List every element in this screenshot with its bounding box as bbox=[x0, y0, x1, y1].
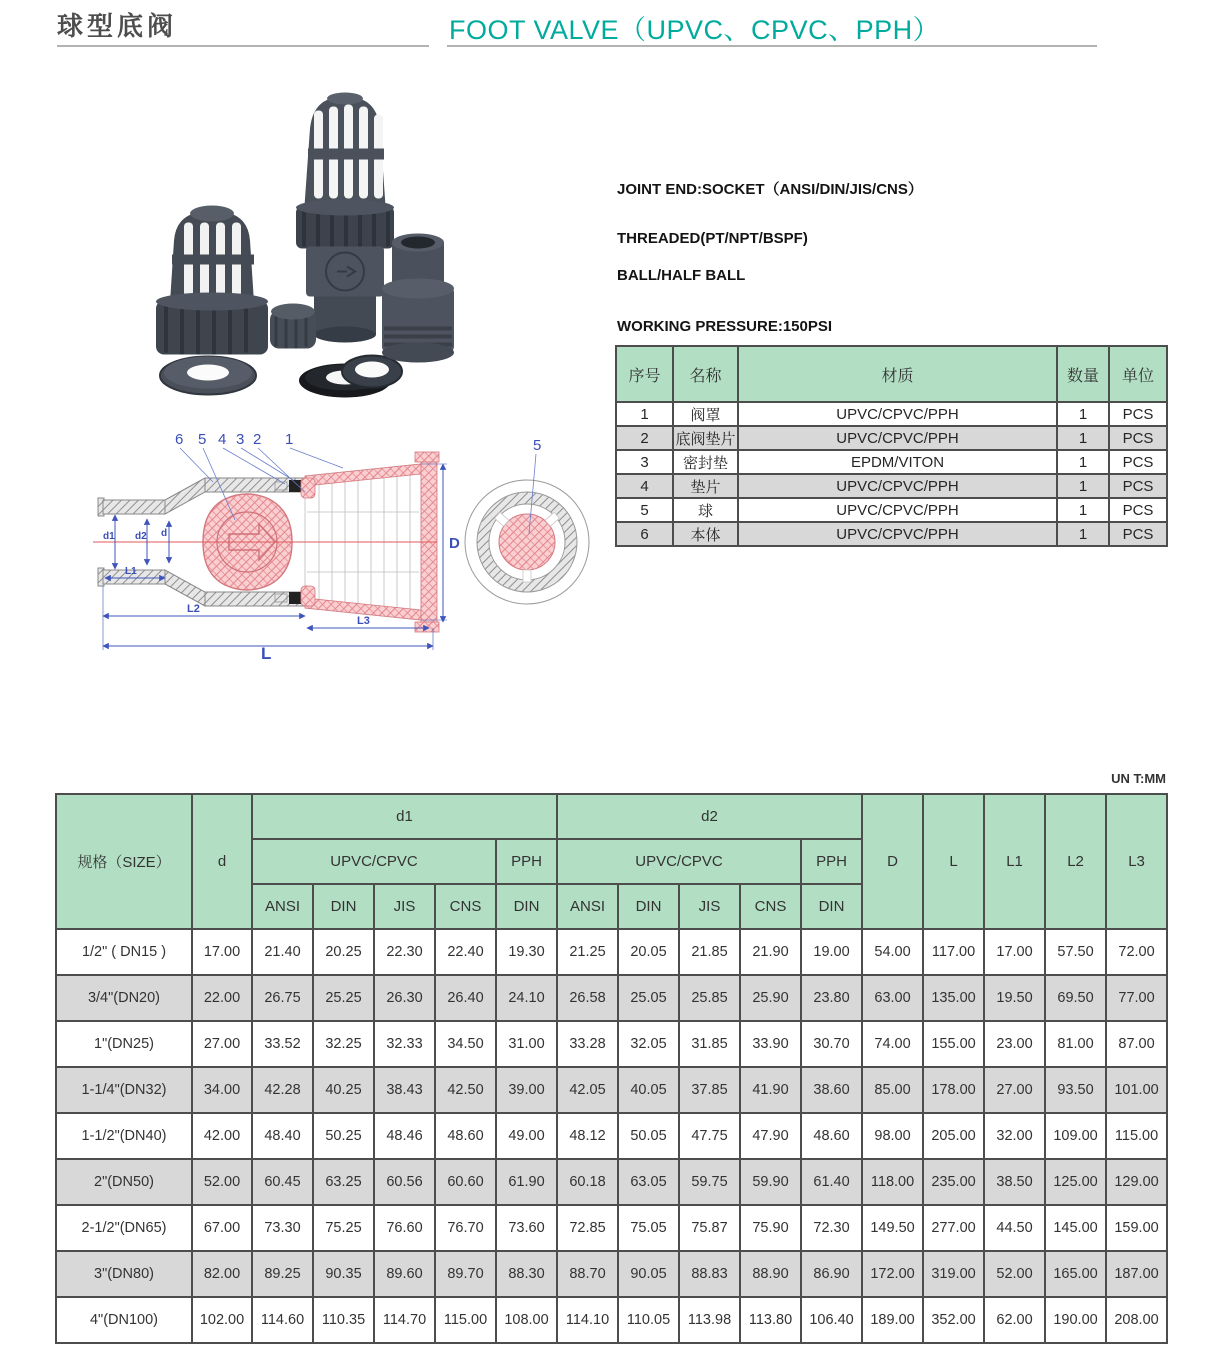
dim-L1: L1 bbox=[125, 566, 137, 577]
spec-value-cell: 60.45 bbox=[252, 1159, 313, 1205]
spec-value-cell: 38.60 bbox=[801, 1067, 862, 1113]
spec-col-d1-jis: JIS bbox=[374, 884, 435, 929]
spec-value-cell: 62.00 bbox=[984, 1297, 1045, 1343]
spec-value-cell: 61.90 bbox=[496, 1159, 557, 1205]
callout-2: 2 bbox=[253, 431, 262, 448]
spec-col-d1-din: DIN bbox=[313, 884, 374, 929]
parts-cell: 1 bbox=[616, 402, 673, 426]
spec-value-cell: 113.80 bbox=[740, 1297, 801, 1343]
spec-group-d2-upvc: UPVC/CPVC bbox=[557, 839, 801, 884]
spec-group-d2: d2 bbox=[557, 794, 862, 839]
parts-col-qty: 数量 bbox=[1057, 346, 1109, 402]
spec-value-cell: 34.50 bbox=[435, 1021, 496, 1067]
spec-value-cell: 42.00 bbox=[192, 1113, 252, 1159]
spec-value-cell: 75.05 bbox=[618, 1205, 679, 1251]
spec-row bbox=[56, 975, 1167, 1021]
spec-value-cell: 114.70 bbox=[374, 1297, 435, 1343]
spec-value-cell: 39.00 bbox=[496, 1067, 557, 1113]
spec-value-cell: 190.00 bbox=[1045, 1297, 1106, 1343]
unit-note: UN T:MM bbox=[1111, 771, 1166, 786]
spec-value-cell: 38.43 bbox=[374, 1067, 435, 1113]
spec-value-cell: 88.83 bbox=[679, 1251, 740, 1297]
spec-value-cell: 42.05 bbox=[557, 1067, 618, 1113]
spec-value-cell: 72.85 bbox=[557, 1205, 618, 1251]
parts-row bbox=[616, 498, 1167, 522]
spec-value-cell: 57.50 bbox=[1045, 929, 1106, 975]
parts-cell: PCS bbox=[1109, 522, 1167, 546]
spec-value-cell: 155.00 bbox=[923, 1021, 984, 1067]
spec-value-cell: 21.85 bbox=[679, 929, 740, 975]
spec-row bbox=[56, 1205, 1167, 1251]
spec-value-cell: 63.00 bbox=[862, 975, 923, 1021]
spec-value-cell: 145.00 bbox=[1045, 1205, 1106, 1251]
spec-value-cell: 48.12 bbox=[557, 1113, 618, 1159]
spec-col-d2-din: DIN bbox=[618, 884, 679, 929]
spec-value-cell: 42.50 bbox=[435, 1067, 496, 1113]
spec-table bbox=[55, 793, 1168, 1344]
spec-value-cell: 115.00 bbox=[1106, 1113, 1167, 1159]
spec-col-L1: L1 bbox=[984, 794, 1045, 929]
parts-col-no: 序号 bbox=[616, 346, 673, 402]
spec-value-cell: 118.00 bbox=[862, 1159, 923, 1205]
spec-value-cell: 88.90 bbox=[740, 1251, 801, 1297]
feature-threaded: THREADED(PT/NPT/BSPF) bbox=[617, 230, 808, 247]
spec-value-cell: 319.00 bbox=[923, 1251, 984, 1297]
spec-value-cell: 125.00 bbox=[1045, 1159, 1106, 1205]
page-title-zh: 球型底阀 bbox=[57, 11, 178, 41]
callout-6: 6 bbox=[175, 431, 184, 448]
spec-value-cell: 81.00 bbox=[1045, 1021, 1106, 1067]
spec-value-cell: 21.90 bbox=[740, 929, 801, 975]
spec-value-cell: 26.58 bbox=[557, 975, 618, 1021]
cross-section-drawing bbox=[85, 422, 615, 662]
technical-diagram bbox=[85, 422, 615, 662]
spec-value-cell: 34.00 bbox=[192, 1067, 252, 1113]
parts-cell: 1 bbox=[1057, 426, 1109, 450]
dim-L2: L2 bbox=[187, 603, 200, 615]
spec-value-cell: 129.00 bbox=[1106, 1159, 1167, 1205]
feature-ball: BALL/HALF BALL bbox=[617, 267, 746, 284]
spec-col-d2-pph-din: DIN bbox=[801, 884, 862, 929]
spec-value-cell: 59.90 bbox=[740, 1159, 801, 1205]
spec-value-cell: 87.00 bbox=[1106, 1021, 1167, 1067]
spec-value-cell: 69.50 bbox=[1045, 975, 1106, 1021]
spec-value-cell: 25.90 bbox=[740, 975, 801, 1021]
parts-row bbox=[616, 426, 1167, 450]
parts-row bbox=[616, 450, 1167, 474]
photo-center-valve bbox=[296, 93, 394, 398]
spec-size-cell: 3"(DN80) bbox=[56, 1251, 192, 1297]
spec-value-cell: 73.30 bbox=[252, 1205, 313, 1251]
spec-value-cell: 41.90 bbox=[740, 1067, 801, 1113]
parts-col-material: 材质 bbox=[738, 346, 1057, 402]
parts-cell: UPVC/CPVC/PPH bbox=[738, 426, 1057, 450]
spec-value-cell: 76.60 bbox=[374, 1205, 435, 1251]
spec-value-cell: 75.87 bbox=[679, 1205, 740, 1251]
parts-cell: 底阀垫片 bbox=[673, 426, 738, 450]
spec-value-cell: 26.75 bbox=[252, 975, 313, 1021]
spec-col-d2-jis: JIS bbox=[679, 884, 740, 929]
spec-col-L3: L3 bbox=[1106, 794, 1167, 929]
spec-size-cell: 1-1/4"(DN32) bbox=[56, 1067, 192, 1113]
spec-value-cell: 26.40 bbox=[435, 975, 496, 1021]
spec-row bbox=[56, 1297, 1167, 1343]
spec-size-cell: 3/4"(DN20) bbox=[56, 975, 192, 1021]
spec-value-cell: 25.05 bbox=[618, 975, 679, 1021]
spec-value-cell: 75.25 bbox=[313, 1205, 374, 1251]
spec-col-d2-ansi: ANSI bbox=[557, 884, 618, 929]
spec-value-cell: 90.05 bbox=[618, 1251, 679, 1297]
parts-cell: 5 bbox=[616, 498, 673, 522]
parts-cell: 1 bbox=[1057, 450, 1109, 474]
parts-cell: PCS bbox=[1109, 474, 1167, 498]
title-divider-right bbox=[447, 45, 1097, 47]
spec-value-cell: 21.40 bbox=[252, 929, 313, 975]
spec-size-cell: 1/2" ( DN15 ) bbox=[56, 929, 192, 975]
spec-value-cell: 90.35 bbox=[313, 1251, 374, 1297]
spec-value-cell: 40.05 bbox=[618, 1067, 679, 1113]
spec-value-cell: 23.80 bbox=[801, 975, 862, 1021]
spec-value-cell: 88.30 bbox=[496, 1251, 557, 1297]
spec-value-cell: 86.90 bbox=[801, 1251, 862, 1297]
spec-value-cell: 17.00 bbox=[984, 929, 1045, 975]
parts-col-unit: 单位 bbox=[1109, 346, 1167, 402]
photo-cap bbox=[270, 304, 316, 349]
spec-group-d1-upvc: UPVC/CPVC bbox=[252, 839, 496, 884]
spec-col-d1-pph-din: DIN bbox=[496, 884, 557, 929]
spec-col-d: d bbox=[192, 794, 252, 929]
spec-value-cell: 49.00 bbox=[496, 1113, 557, 1159]
spec-row bbox=[56, 929, 1167, 975]
spec-value-cell: 50.25 bbox=[313, 1113, 374, 1159]
spec-value-cell: 63.05 bbox=[618, 1159, 679, 1205]
spec-group-d1-pph: PPH bbox=[496, 839, 557, 884]
spec-value-cell: 44.50 bbox=[984, 1205, 1045, 1251]
spec-value-cell: 74.00 bbox=[862, 1021, 923, 1067]
spec-col-D: D bbox=[862, 794, 923, 929]
spec-value-cell: 21.25 bbox=[557, 929, 618, 975]
spec-value-cell: 52.00 bbox=[984, 1251, 1045, 1297]
dim-d: d bbox=[161, 528, 168, 539]
parts-cell: 球 bbox=[673, 498, 738, 522]
spec-value-cell: 178.00 bbox=[923, 1067, 984, 1113]
spec-value-cell: 88.70 bbox=[557, 1251, 618, 1297]
spec-value-cell: 23.00 bbox=[984, 1021, 1045, 1067]
parts-cell: 4 bbox=[616, 474, 673, 498]
photo-left-valve bbox=[156, 206, 268, 395]
spec-value-cell: 19.50 bbox=[984, 975, 1045, 1021]
spec-value-cell: 32.25 bbox=[313, 1021, 374, 1067]
spec-value-cell: 172.00 bbox=[862, 1251, 923, 1297]
spec-value-cell: 22.30 bbox=[374, 929, 435, 975]
spec-value-cell: 89.25 bbox=[252, 1251, 313, 1297]
spec-value-cell: 60.56 bbox=[374, 1159, 435, 1205]
title-divider-left bbox=[57, 45, 429, 47]
parts-table bbox=[615, 345, 1168, 547]
spec-value-cell: 352.00 bbox=[923, 1297, 984, 1343]
spec-value-cell: 48.46 bbox=[374, 1113, 435, 1159]
spec-value-cell: 89.60 bbox=[374, 1251, 435, 1297]
parts-table-body bbox=[616, 402, 1167, 546]
spec-value-cell: 20.05 bbox=[618, 929, 679, 975]
spec-value-cell: 189.00 bbox=[862, 1297, 923, 1343]
spec-header-row-1 bbox=[56, 794, 1167, 839]
spec-value-cell: 37.85 bbox=[679, 1067, 740, 1113]
parts-cell: 密封垫 bbox=[673, 450, 738, 474]
spec-value-cell: 98.00 bbox=[862, 1113, 923, 1159]
photo-right-ring bbox=[342, 356, 402, 388]
spec-value-cell: 277.00 bbox=[923, 1205, 984, 1251]
parts-cell: 阀罩 bbox=[673, 402, 738, 426]
feature-joint-end: JOINT END:SOCKET（ANSI/DIN/JIS/CNS） bbox=[617, 181, 923, 198]
dim-d1: d1 bbox=[103, 531, 115, 542]
parts-cell: UPVC/CPVC/PPH bbox=[738, 474, 1057, 498]
spec-value-cell: 101.00 bbox=[1106, 1067, 1167, 1113]
spec-value-cell: 42.28 bbox=[252, 1067, 313, 1113]
parts-cell: 本体 bbox=[673, 522, 738, 546]
dim-d2: d2 bbox=[135, 531, 147, 542]
spec-col-d1-ansi: ANSI bbox=[252, 884, 313, 929]
parts-cell: UPVC/CPVC/PPH bbox=[738, 402, 1057, 426]
spec-col-d1-cns: CNS bbox=[435, 884, 496, 929]
spec-value-cell: 25.85 bbox=[679, 975, 740, 1021]
spec-value-cell: 115.00 bbox=[435, 1297, 496, 1343]
spec-value-cell: 52.00 bbox=[192, 1159, 252, 1205]
spec-group-d1: d1 bbox=[252, 794, 557, 839]
dim-L: L bbox=[261, 644, 272, 662]
spec-value-cell: 32.05 bbox=[618, 1021, 679, 1067]
spec-value-cell: 54.00 bbox=[862, 929, 923, 975]
spec-value-cell: 135.00 bbox=[923, 975, 984, 1021]
callout-3: 3 bbox=[236, 431, 245, 448]
spec-value-cell: 38.50 bbox=[984, 1159, 1045, 1205]
spec-value-cell: 149.50 bbox=[862, 1205, 923, 1251]
parts-cell: 6 bbox=[616, 522, 673, 546]
spec-row bbox=[56, 1113, 1167, 1159]
spec-value-cell: 61.40 bbox=[801, 1159, 862, 1205]
callout-5: 5 bbox=[198, 431, 207, 448]
spec-value-cell: 113.98 bbox=[679, 1297, 740, 1343]
photo-right-fitting bbox=[382, 234, 454, 363]
spec-value-cell: 47.75 bbox=[679, 1113, 740, 1159]
spec-size-cell: 2-1/2"(DN65) bbox=[56, 1205, 192, 1251]
callout-1: 1 bbox=[285, 431, 294, 448]
part-callouts bbox=[175, 431, 293, 448]
parts-cell: UPVC/CPVC/PPH bbox=[738, 522, 1057, 546]
spec-value-cell: 17.00 bbox=[192, 929, 252, 975]
parts-cell: 2 bbox=[616, 426, 673, 450]
spec-col-L2: L2 bbox=[1045, 794, 1106, 929]
spec-value-cell: 208.00 bbox=[1106, 1297, 1167, 1343]
spec-size-cell: 2"(DN50) bbox=[56, 1159, 192, 1205]
spec-value-cell: 59.75 bbox=[679, 1159, 740, 1205]
spec-value-cell: 63.25 bbox=[313, 1159, 374, 1205]
spec-value-cell: 48.40 bbox=[252, 1113, 313, 1159]
spec-value-cell: 75.90 bbox=[740, 1205, 801, 1251]
spec-value-cell: 33.90 bbox=[740, 1021, 801, 1067]
spec-value-cell: 32.33 bbox=[374, 1021, 435, 1067]
spec-value-cell: 114.60 bbox=[252, 1297, 313, 1343]
spec-value-cell: 27.00 bbox=[984, 1067, 1045, 1113]
parts-cell: PCS bbox=[1109, 450, 1167, 474]
product-photo bbox=[100, 78, 600, 423]
spec-value-cell: 27.00 bbox=[192, 1021, 252, 1067]
parts-row bbox=[616, 402, 1167, 426]
spec-value-cell: 114.10 bbox=[557, 1297, 618, 1343]
spec-value-cell: 60.18 bbox=[557, 1159, 618, 1205]
spec-value-cell: 48.60 bbox=[801, 1113, 862, 1159]
parts-cell: EPDM/VITON bbox=[738, 450, 1057, 474]
parts-cell: 1 bbox=[1057, 522, 1109, 546]
spec-value-cell: 33.52 bbox=[252, 1021, 313, 1067]
spec-value-cell: 93.50 bbox=[1045, 1067, 1106, 1113]
spec-value-cell: 60.60 bbox=[435, 1159, 496, 1205]
spec-value-cell: 20.25 bbox=[313, 929, 374, 975]
end-view-callout-5: 5 bbox=[533, 437, 542, 454]
callout-4: 4 bbox=[218, 431, 227, 448]
spec-value-cell: 33.28 bbox=[557, 1021, 618, 1067]
page-title-en: FOOT VALVE（UPVC、CPVC、PPH） bbox=[449, 15, 941, 45]
spec-value-cell: 89.70 bbox=[435, 1251, 496, 1297]
spec-value-cell: 31.85 bbox=[679, 1021, 740, 1067]
parts-col-name: 名称 bbox=[673, 346, 738, 402]
spec-value-cell: 40.25 bbox=[313, 1067, 374, 1113]
spec-col-d2-cns: CNS bbox=[740, 884, 801, 929]
spec-table-body bbox=[56, 929, 1167, 1343]
spec-size-cell: 1"(DN25) bbox=[56, 1021, 192, 1067]
spec-col-size: 规格（SIZE） bbox=[56, 794, 192, 929]
spec-value-cell: 72.30 bbox=[801, 1205, 862, 1251]
spec-value-cell: 109.00 bbox=[1045, 1113, 1106, 1159]
spec-value-cell: 31.00 bbox=[496, 1021, 557, 1067]
spec-value-cell: 26.30 bbox=[374, 975, 435, 1021]
spec-value-cell: 48.60 bbox=[435, 1113, 496, 1159]
spec-value-cell: 47.90 bbox=[740, 1113, 801, 1159]
parts-cell: PCS bbox=[1109, 426, 1167, 450]
spec-row bbox=[56, 1159, 1167, 1205]
parts-cell: 1 bbox=[1057, 498, 1109, 522]
spec-value-cell: 85.00 bbox=[862, 1067, 923, 1113]
spec-row bbox=[56, 1067, 1167, 1113]
spec-value-cell: 187.00 bbox=[1106, 1251, 1167, 1297]
spec-row bbox=[56, 1021, 1167, 1067]
spec-value-cell: 24.10 bbox=[496, 975, 557, 1021]
spec-value-cell: 205.00 bbox=[923, 1113, 984, 1159]
spec-value-cell: 32.00 bbox=[984, 1113, 1045, 1159]
spec-value-cell: 117.00 bbox=[923, 929, 984, 975]
parts-cell: 1 bbox=[1057, 474, 1109, 498]
spec-value-cell: 165.00 bbox=[1045, 1251, 1106, 1297]
spec-size-cell: 4"(DN100) bbox=[56, 1297, 192, 1343]
spec-value-cell: 73.60 bbox=[496, 1205, 557, 1251]
spec-value-cell: 110.35 bbox=[313, 1297, 374, 1343]
spec-value-cell: 19.00 bbox=[801, 929, 862, 975]
spec-value-cell: 82.00 bbox=[192, 1251, 252, 1297]
spec-value-cell: 30.70 bbox=[801, 1021, 862, 1067]
spec-value-cell: 102.00 bbox=[192, 1297, 252, 1343]
parts-header-row bbox=[616, 346, 1167, 402]
spec-value-cell: 67.00 bbox=[192, 1205, 252, 1251]
parts-cell: PCS bbox=[1109, 402, 1167, 426]
end-view bbox=[465, 437, 589, 604]
parts-cell: PCS bbox=[1109, 498, 1167, 522]
spec-group-d2-pph: PPH bbox=[801, 839, 862, 884]
spec-value-cell: 19.30 bbox=[496, 929, 557, 975]
spec-value-cell: 22.40 bbox=[435, 929, 496, 975]
parts-cell: 3 bbox=[616, 450, 673, 474]
spec-value-cell: 106.40 bbox=[801, 1297, 862, 1343]
feature-pressure: WORKING PRESSURE:150PSI bbox=[617, 318, 833, 335]
spec-value-cell: 76.70 bbox=[435, 1205, 496, 1251]
product-photo-illustration bbox=[100, 78, 600, 423]
spec-value-cell: 108.00 bbox=[496, 1297, 557, 1343]
dim-L3: L3 bbox=[357, 615, 370, 627]
parts-cell: 1 bbox=[1057, 402, 1109, 426]
parts-row bbox=[616, 474, 1167, 498]
spec-row bbox=[56, 1251, 1167, 1297]
spec-value-cell: 110.05 bbox=[618, 1297, 679, 1343]
dim-D: D bbox=[449, 535, 460, 552]
spec-value-cell: 22.00 bbox=[192, 975, 252, 1021]
parts-cell: 垫片 bbox=[673, 474, 738, 498]
spec-size-cell: 1-1/2"(DN40) bbox=[56, 1113, 192, 1159]
spec-value-cell: 50.05 bbox=[618, 1113, 679, 1159]
spec-value-cell: 159.00 bbox=[1106, 1205, 1167, 1251]
parts-cell: UPVC/CPVC/PPH bbox=[738, 498, 1057, 522]
spec-value-cell: 25.25 bbox=[313, 975, 374, 1021]
spec-col-L: L bbox=[923, 794, 984, 929]
spec-value-cell: 72.00 bbox=[1106, 929, 1167, 975]
spec-value-cell: 235.00 bbox=[923, 1159, 984, 1205]
feature-list bbox=[617, 178, 1197, 335]
spec-value-cell: 77.00 bbox=[1106, 975, 1167, 1021]
parts-row bbox=[616, 522, 1167, 546]
